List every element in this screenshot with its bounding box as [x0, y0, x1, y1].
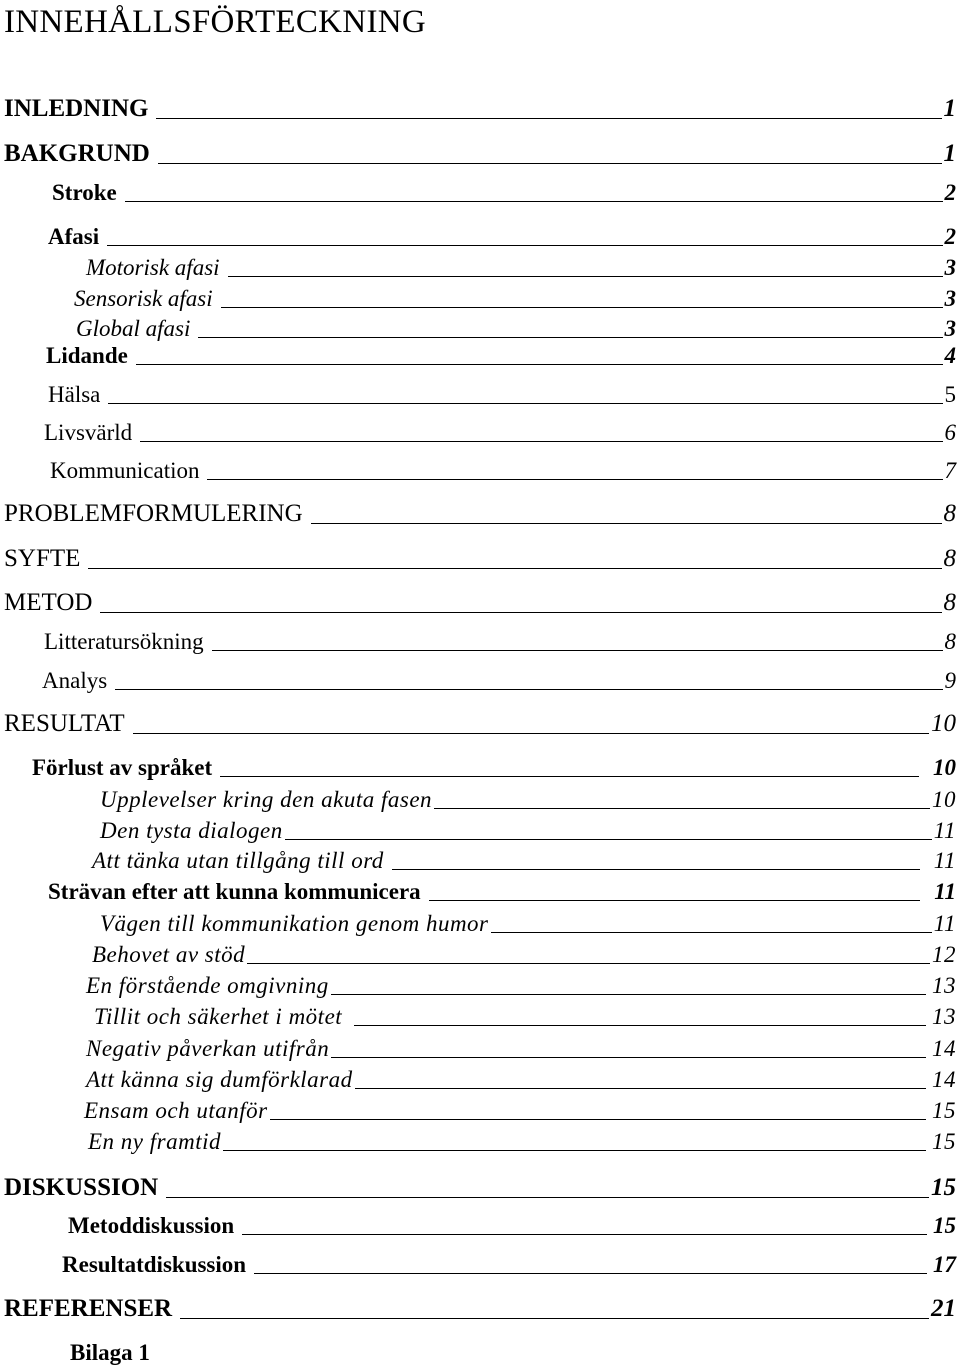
toc-leader-line — [140, 441, 942, 442]
toc-entry-page: 12 — [932, 942, 956, 967]
toc-entry-page: 10 — [932, 787, 956, 812]
toc-entry-label: Förlust av språket — [32, 755, 213, 780]
toc-entry-page: 13 — [932, 973, 956, 998]
toc-entry-den-tysta-dialogen[interactable] — [100, 819, 956, 842]
toc-entry-page: 13 — [932, 1004, 956, 1029]
toc-entry-page: 11 — [934, 879, 956, 904]
toc-entry-label: Upplevelser kring den akuta fasen — [100, 787, 433, 812]
toc-leader-line — [254, 1273, 927, 1274]
toc-entry-page: 3 — [944, 316, 956, 341]
toc-leader-line — [220, 776, 919, 777]
toc-entry-page: 10 — [933, 755, 956, 780]
toc-entry-page: 11 — [933, 818, 956, 843]
toc-entry-diskussion[interactable] — [4, 1175, 956, 1200]
toc-entry-label: Att tänka utan tillgång till ord — [92, 848, 384, 873]
toc-entry-motorisk-afasi[interactable] — [86, 256, 956, 279]
toc-entry-page: 15 — [933, 1213, 956, 1238]
toc-entry-page: 17 — [933, 1252, 956, 1277]
toc-entry-label: Behovet av stöd — [92, 942, 246, 967]
toc-entry-inledning[interactable] — [4, 96, 956, 121]
toc-entry-page: 15 — [931, 1174, 956, 1201]
toc-leader-line — [242, 1234, 927, 1235]
toc-leader-line — [158, 163, 942, 164]
toc-entry-label: En ny framtid — [88, 1129, 221, 1154]
toc-leader-line — [392, 869, 920, 870]
toc-entry-label: Analys — [42, 668, 108, 693]
toc-leader-line — [198, 337, 942, 338]
toc-leader-line — [331, 1057, 926, 1058]
toc-entry-forlust-av-spraket[interactable] — [32, 756, 956, 779]
toc-entry-analys[interactable] — [42, 669, 956, 692]
toc-entry-upplevelser[interactable] — [100, 788, 956, 811]
toc-entry-page: 2 — [944, 224, 956, 249]
toc-leader-line — [354, 1025, 926, 1026]
toc-entry-att-tanka[interactable] — [92, 849, 956, 872]
toc-entry-lidande[interactable] — [46, 344, 956, 367]
toc-leader-line — [247, 963, 930, 964]
toc-entry-tillit-och-sakerhet[interactable] — [94, 1005, 956, 1028]
toc-entry-label: Sensorisk afasi — [74, 286, 213, 311]
toc-leader-line — [115, 689, 942, 690]
toc-leader-line — [331, 994, 926, 995]
toc-entry-label: Litteratursökning — [44, 629, 204, 654]
toc-entry-att-kanna-sig-dumforklarad[interactable] — [86, 1068, 956, 1091]
toc-entry-page: 8 — [943, 500, 956, 527]
toc-entry-page: 14 — [932, 1067, 956, 1092]
toc-entry-stravan[interactable] — [48, 880, 956, 903]
toc-leader-line — [223, 1150, 926, 1151]
toc-entry-stroke[interactable] — [52, 181, 956, 204]
toc-entry-label: RESULTAT — [4, 710, 125, 737]
toc-entry-page: 1 — [943, 140, 956, 167]
toc-entry-page: 7 — [944, 458, 956, 483]
toc-leader-line — [156, 118, 941, 119]
toc-entry-label: SYFTE — [4, 545, 81, 572]
toc-entry-syfte[interactable] — [4, 546, 956, 571]
toc-entry-page: 21 — [931, 1295, 956, 1322]
toc-entry-page: 9 — [944, 668, 956, 693]
toc-entry-label: Global afasi — [76, 316, 191, 341]
toc-leader-line — [221, 307, 943, 308]
toc-entry-page: 6 — [944, 420, 956, 445]
toc-entry-litteratursokning[interactable] — [44, 630, 956, 653]
toc-leader-line — [133, 733, 929, 734]
toc-leader-line — [270, 1119, 926, 1120]
toc-entry-kommunication[interactable] — [50, 459, 956, 482]
toc-leader-line — [100, 612, 941, 613]
toc-entry-sensorisk-afasi[interactable] — [74, 287, 956, 310]
toc-entry-page: 10 — [931, 710, 956, 737]
toc-entry-page: 15 — [932, 1098, 956, 1123]
toc-entry-page: 3 — [944, 255, 956, 280]
toc-entry-label: INLEDNING — [4, 95, 149, 122]
toc-entry-label: METOD — [4, 589, 93, 616]
toc-entry-label: En förstående omgivning — [86, 973, 329, 998]
toc-entry-page: 8 — [944, 629, 956, 654]
toc-entry-behovet-av-stod[interactable] — [92, 943, 956, 966]
toc-entry-ensam-och-utanfor[interactable] — [84, 1099, 956, 1122]
toc-leader-line — [491, 932, 932, 933]
toc-entry-label: PROBLEMFORMULERING — [4, 500, 303, 527]
toc-entry-label: Motorisk afasi — [86, 255, 220, 280]
toc-entry-page: 1 — [943, 95, 956, 122]
toc-entry-referenser[interactable] — [4, 1296, 956, 1321]
toc-entry-page: 11 — [933, 848, 956, 873]
toc-entry-afasi[interactable] — [48, 225, 956, 248]
toc-entry-problemformulering[interactable] — [4, 501, 956, 526]
toc-entry-metod[interactable] — [4, 590, 956, 615]
toc-leader-line — [108, 403, 942, 404]
toc-entry-label: Att känna sig dumförklarad — [86, 1067, 353, 1092]
toc-entry-page: 4 — [944, 343, 956, 368]
toc-entry-resultatdiskussion[interactable] — [62, 1253, 956, 1276]
toc-leader-line — [311, 523, 942, 524]
toc-entry-page: 3 — [944, 286, 956, 311]
toc-entry-label: Hälsa — [48, 382, 101, 407]
toc-entry-page: 2 — [944, 180, 956, 205]
toc-entry-page: 8 — [943, 589, 956, 616]
toc-entry-en-ny-framtid[interactable] — [88, 1130, 956, 1153]
toc-entry-page: 14 — [932, 1036, 956, 1061]
toc-entry-label: Stroke — [52, 180, 117, 205]
toc-entry-label: BAKGRUND — [4, 140, 150, 167]
toc-entry-bakgrund[interactable] — [4, 141, 956, 166]
toc-entry-label: Metoddiskussion — [68, 1213, 235, 1238]
toc-entry-en-forstaende-omgivning[interactable] — [86, 974, 956, 997]
toc-entry-vagen-till-kommunikation[interactable] — [100, 912, 956, 935]
toc-entry-label: Tillit och säkerhet i mötet — [94, 1004, 343, 1029]
toc-leader-line — [285, 839, 932, 840]
toc-entry-label: Afasi — [48, 224, 100, 249]
toc-entry-label: Ensam och utanför — [84, 1098, 268, 1123]
toc-entry-label: Resultatdiskussion — [62, 1252, 247, 1277]
toc-entry-halsa[interactable] — [48, 383, 956, 406]
toc-leader-line — [212, 650, 943, 651]
toc-entry-negativ-paverkan[interactable] — [86, 1037, 956, 1060]
toc-entry-page: 15 — [932, 1129, 956, 1154]
toc-leader-line — [125, 201, 943, 202]
toc-leader-line — [166, 1197, 929, 1198]
toc-leader-line — [180, 1318, 929, 1319]
toc-entry-label: Den tysta dialogen — [100, 818, 283, 843]
appendix-link[interactable]: Bilaga 1 — [70, 1340, 150, 1365]
toc-entry-global-afasi[interactable] — [76, 317, 956, 340]
toc-entry-livsvarld[interactable] — [44, 421, 956, 444]
toc-leader-line — [136, 364, 943, 365]
toc-leader-line — [228, 276, 943, 277]
toc-entry-label: Vägen till kommunikation genom humor — [100, 911, 489, 936]
toc-title: INNEHÅLLSFÖRTECKNING — [4, 4, 426, 40]
toc-entry-label: Negativ påverkan utifrån — [86, 1036, 330, 1061]
toc-entry-page: 11 — [933, 911, 956, 936]
toc-entry-page: 8 — [943, 545, 956, 572]
toc-leader-line — [355, 1088, 926, 1089]
toc-entry-page: 5 — [944, 382, 956, 407]
toc-leader-line — [434, 808, 930, 809]
toc-entry-metoddiskussion[interactable] — [68, 1214, 956, 1237]
toc-entry-label: Strävan efter att kunna kommunicera — [48, 879, 421, 904]
toc-entry-label: DISKUSSION — [4, 1174, 159, 1201]
toc-leader-line — [107, 245, 942, 246]
toc-entry-label: REFERENSER — [4, 1295, 173, 1322]
toc-leader-line — [429, 900, 921, 901]
toc-entry-resultat[interactable] — [4, 711, 956, 736]
toc-leader-line — [88, 568, 941, 569]
toc-entry-label: Kommunication — [50, 458, 200, 483]
toc-entry-label: Livsvärld — [44, 420, 133, 445]
toc-leader-line — [207, 479, 942, 480]
toc-entry-label: Lidande — [46, 343, 128, 368]
